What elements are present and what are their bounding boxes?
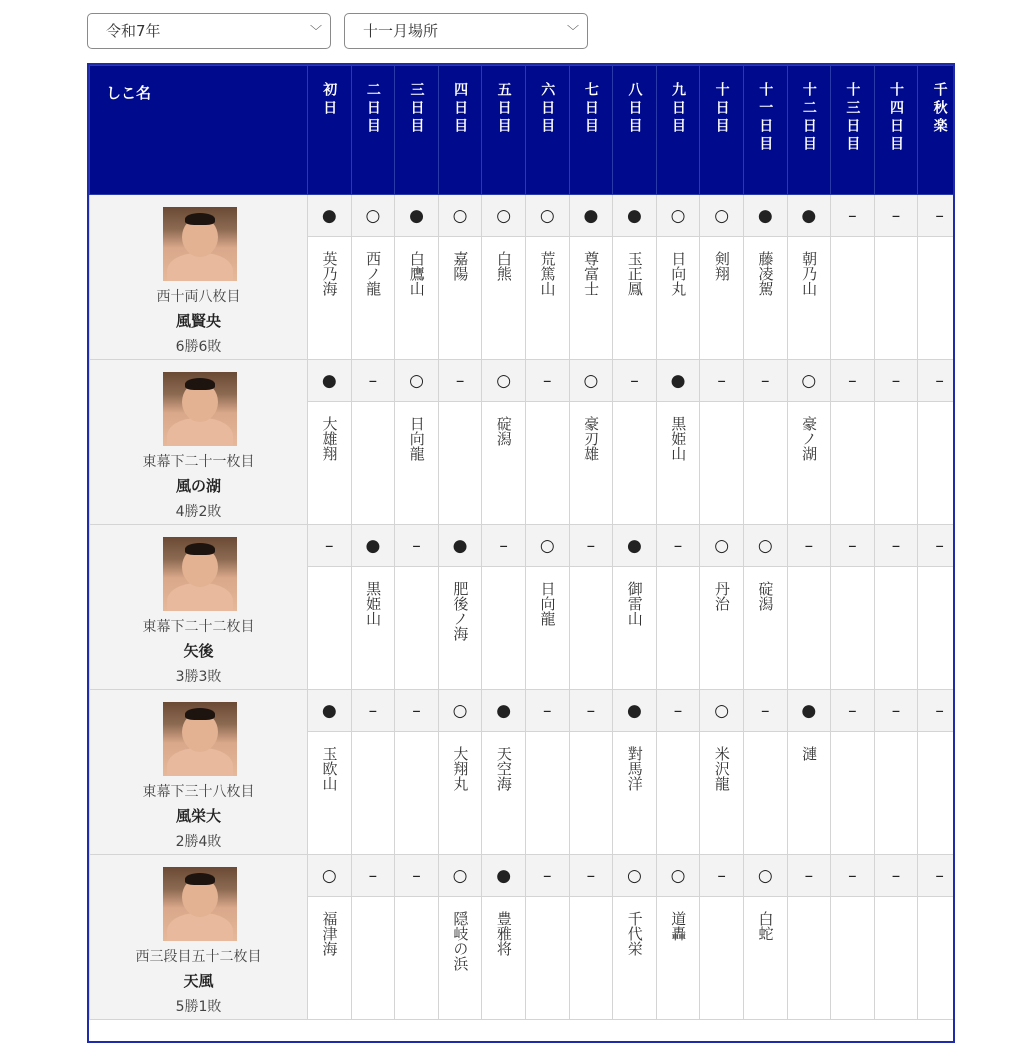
bout-result: ● (743, 195, 787, 237)
opponent-cell (438, 897, 482, 1020)
shikona-header: しこ名 (90, 66, 308, 195)
bout-result: – (918, 525, 955, 567)
bout-result: – (831, 195, 875, 237)
opponent-cell (874, 732, 918, 855)
photo-body (167, 418, 233, 446)
opponent-cell (918, 567, 955, 690)
rikishi-name[interactable]: 風栄大 (175, 807, 221, 825)
opponent-cell (787, 732, 831, 855)
bout-result: – (525, 855, 569, 897)
day-header (874, 66, 918, 195)
bout-result: – (351, 690, 395, 732)
photo-hair (185, 213, 215, 225)
opponent-name[interactable]: 玉欧山 (320, 746, 339, 791)
opponent-cell (700, 732, 744, 855)
opponent-cell (569, 237, 613, 360)
photo-body (167, 583, 233, 611)
opponent-cell (438, 402, 482, 525)
bout-result: ● (613, 690, 657, 732)
opponent-name[interactable]: 朝乃山 (800, 251, 819, 296)
opponent-cell (743, 897, 787, 1020)
rikishi-cell (90, 360, 308, 525)
bout-result: ○ (569, 360, 613, 402)
bout-result: ○ (656, 855, 700, 897)
opponent-cell (482, 897, 526, 1020)
opponent-cell (613, 567, 657, 690)
opponent-cell (787, 237, 831, 360)
bout-result: – (613, 360, 657, 402)
bout-result: ○ (787, 360, 831, 402)
bout-result: ● (613, 195, 657, 237)
day-header-label: 六日目 (539, 82, 556, 136)
day-header (569, 66, 613, 195)
opponent-cell (700, 897, 744, 1020)
bout-result: – (395, 525, 439, 567)
opponent-name[interactable]: 大雄翔 (320, 416, 339, 461)
bout-result: – (395, 855, 439, 897)
opponent-cell (743, 237, 787, 360)
rikishi-name[interactable]: 風賢央 (175, 312, 221, 330)
table-row (90, 525, 956, 567)
opponent-cell (395, 402, 439, 525)
bout-result: – (831, 690, 875, 732)
opponent-cell (569, 897, 613, 1020)
bout-result: ○ (743, 855, 787, 897)
photo-body (167, 748, 233, 776)
bout-result: ○ (438, 195, 482, 237)
bout-result: – (918, 360, 955, 402)
opponent-name[interactable]: 白蛇 (756, 911, 775, 941)
day-header (831, 66, 875, 195)
day-header-label: 十四日目 (888, 82, 905, 154)
bout-result: ○ (743, 525, 787, 567)
opponent-cell (308, 402, 352, 525)
opponent-cell (395, 567, 439, 690)
bout-result: – (918, 690, 955, 732)
opponent-name[interactable]: 玉正鳳 (625, 251, 644, 296)
opponent-cell (874, 402, 918, 525)
bout-result: – (482, 525, 526, 567)
rikishi-info (90, 525, 307, 689)
opponent-name[interactable]: 黒姫山 (364, 581, 383, 626)
opponent-name[interactable]: 白熊 (494, 251, 513, 281)
day-header-label: 十日目 (713, 82, 730, 136)
opponent-name[interactable]: 尊富士 (582, 251, 601, 296)
bout-result: ○ (656, 195, 700, 237)
photo-hair (185, 543, 215, 555)
bout-result: ● (482, 690, 526, 732)
results-table (89, 65, 955, 1020)
chevron-down-icon: ﹀ (566, 24, 579, 38)
rikishi-photo[interactable] (163, 537, 237, 611)
year-select[interactable] (87, 13, 331, 49)
day-header (700, 66, 744, 195)
opponent-name[interactable]: 豪刃雄 (582, 416, 601, 461)
opponent-cell (918, 897, 955, 1020)
opponent-cell (656, 732, 700, 855)
day-header (308, 66, 352, 195)
opponent-cell (482, 237, 526, 360)
bout-result: – (874, 195, 918, 237)
opponent-cell (569, 567, 613, 690)
bout-result: ○ (308, 855, 352, 897)
day-header-label: 五日目 (495, 82, 512, 136)
opponent-name[interactable]: 大翔丸 (451, 746, 470, 791)
bout-result: – (831, 855, 875, 897)
opponent-name[interactable]: 米沢龍 (712, 746, 731, 791)
opponent-cell (787, 402, 831, 525)
bout-result: – (874, 690, 918, 732)
opponent-cell (308, 897, 352, 1020)
bout-result: – (874, 360, 918, 402)
photo-hair (185, 378, 215, 390)
bout-result: – (308, 525, 352, 567)
opponent-cell (613, 237, 657, 360)
rikishi-photo[interactable] (163, 207, 237, 281)
rikishi-cell (90, 525, 308, 690)
opponent-name[interactable]: 英乃海 (320, 251, 339, 296)
table-row (90, 195, 956, 237)
results-table-container (87, 63, 955, 1043)
bout-result: – (395, 690, 439, 732)
opponent-cell (787, 897, 831, 1020)
opponent-name[interactable]: 隠岐の浜 (451, 911, 470, 971)
bout-result: – (569, 690, 613, 732)
opponent-cell (351, 897, 395, 1020)
rikishi-info (90, 855, 307, 1019)
rikishi-record: 2勝4敗 (175, 834, 222, 850)
opponent-cell (438, 567, 482, 690)
opponent-name[interactable]: 碇潟 (756, 581, 775, 611)
bout-result: ● (656, 360, 700, 402)
rikishi-cell (90, 195, 308, 360)
opponent-cell (308, 567, 352, 690)
bout-result: – (874, 525, 918, 567)
opponent-cell (700, 237, 744, 360)
day-header-label: 七日目 (582, 82, 599, 136)
bout-result: – (656, 525, 700, 567)
opponent-cell (525, 732, 569, 855)
bout-result: ● (787, 195, 831, 237)
rikishi-name[interactable]: 矢後 (183, 642, 214, 660)
opponent-cell (525, 237, 569, 360)
opponent-cell (438, 237, 482, 360)
opponent-cell (482, 402, 526, 525)
bout-result: – (787, 525, 831, 567)
photo-hair (185, 708, 215, 720)
rikishi-record: 3勝3敗 (175, 669, 222, 685)
opponent-cell (831, 237, 875, 360)
bout-result: ● (395, 195, 439, 237)
day-header (525, 66, 569, 195)
bout-result: – (700, 360, 744, 402)
bout-result: – (831, 360, 875, 402)
bout-result: – (351, 855, 395, 897)
rikishi-info (90, 690, 307, 854)
table-row (90, 855, 956, 897)
rikishi-record: 5勝1敗 (175, 999, 222, 1015)
opponent-cell (918, 402, 955, 525)
bout-result: ● (787, 690, 831, 732)
opponent-name[interactable]: 日向龍 (538, 581, 557, 626)
opponent-cell (351, 732, 395, 855)
opponent-cell (874, 567, 918, 690)
opponent-name[interactable]: 剣翔 (712, 251, 731, 281)
opponent-name[interactable]: 白鷹山 (407, 251, 426, 296)
bout-result: ○ (395, 360, 439, 402)
day-header (656, 66, 700, 195)
year-select-value: 令和7年 (106, 22, 161, 40)
opponent-cell (613, 897, 657, 1020)
opponent-cell (308, 732, 352, 855)
opponent-cell (482, 567, 526, 690)
day-header-label: 九日目 (670, 82, 687, 136)
opponent-name[interactable]: 對馬洋 (625, 746, 644, 791)
opponent-cell (482, 732, 526, 855)
bout-result: ○ (613, 855, 657, 897)
bout-result: – (700, 855, 744, 897)
bout-result: – (918, 855, 955, 897)
opponent-name[interactable]: 黒姫山 (669, 416, 688, 461)
bout-result: – (569, 525, 613, 567)
opponent-cell (525, 402, 569, 525)
rikishi-cell (90, 855, 308, 1020)
opponent-cell (395, 237, 439, 360)
opponent-cell (831, 567, 875, 690)
day-header-label: 十二日目 (800, 82, 817, 154)
bout-result: ○ (482, 195, 526, 237)
opponent-cell (831, 402, 875, 525)
opponent-name[interactable]: 藤凌駕 (756, 251, 775, 296)
bout-result: – (438, 360, 482, 402)
opponent-cell (918, 732, 955, 855)
opponent-cell (874, 237, 918, 360)
opponent-cell (438, 732, 482, 855)
opponent-name[interactable]: 豪ノ湖 (800, 416, 819, 461)
day-header (918, 66, 955, 195)
opponent-cell (743, 567, 787, 690)
opponent-name[interactable]: 日向丸 (669, 251, 688, 296)
opponent-cell (308, 237, 352, 360)
rikishi-rank: 東幕下三十八枚目 (142, 784, 255, 800)
opponent-cell (656, 897, 700, 1020)
bout-result: ● (308, 195, 352, 237)
opponent-cell (743, 732, 787, 855)
bout-result: – (787, 855, 831, 897)
opponent-cell (351, 567, 395, 690)
opponent-cell (656, 567, 700, 690)
opponent-cell (656, 402, 700, 525)
day-header-label: 四日目 (452, 82, 469, 136)
rikishi-photo[interactable] (163, 702, 237, 776)
rikishi-record: 6勝6敗 (175, 339, 222, 355)
bout-result: ○ (700, 195, 744, 237)
rikishi-info (90, 360, 307, 524)
bout-result: – (918, 195, 955, 237)
bout-result: ● (308, 360, 352, 402)
opponent-name[interactable]: 福津海 (320, 911, 339, 956)
day-header-label: 十三日目 (844, 82, 861, 154)
day-header (395, 66, 439, 195)
day-header (351, 66, 395, 195)
rikishi-rank: 西三段目五十二枚目 (135, 949, 262, 965)
opponent-cell (874, 897, 918, 1020)
bout-result: ○ (525, 195, 569, 237)
opponent-name[interactable]: 漣 (800, 746, 819, 761)
bout-result: ● (482, 855, 526, 897)
bout-result: ● (438, 525, 482, 567)
day-header-label: 八日目 (626, 82, 643, 136)
opponent-cell (787, 567, 831, 690)
day-header-label: 初日 (321, 82, 338, 118)
opponent-cell (395, 897, 439, 1020)
day-header (482, 66, 526, 195)
opponent-cell (351, 237, 395, 360)
rikishi-info (90, 195, 307, 359)
photo-body (167, 913, 233, 941)
bout-result: – (743, 690, 787, 732)
opponent-cell (743, 402, 787, 525)
bout-result: – (525, 360, 569, 402)
basho-select[interactable] (344, 13, 588, 49)
day-header (438, 66, 482, 195)
bout-result: ● (569, 195, 613, 237)
photo-hair (185, 873, 215, 885)
rikishi-photo[interactable] (163, 867, 237, 941)
opponent-name[interactable]: 西ノ龍 (364, 251, 383, 296)
rikishi-name[interactable]: 風の湖 (175, 477, 221, 495)
opponent-cell (351, 402, 395, 525)
results-body (90, 195, 956, 1020)
opponent-name[interactable]: 豊雅将 (494, 911, 513, 956)
opponent-cell (700, 402, 744, 525)
opponent-name[interactable]: 荒篤山 (538, 251, 557, 296)
bout-result: ○ (438, 690, 482, 732)
opponent-name[interactable]: 嘉陽 (451, 251, 470, 281)
opponent-cell (569, 732, 613, 855)
opponent-cell (613, 732, 657, 855)
bout-result: ● (308, 690, 352, 732)
bout-result: – (743, 360, 787, 402)
rikishi-rank: 東幕下二十二枚目 (142, 619, 255, 635)
opponent-cell (656, 237, 700, 360)
rikishi-name[interactable]: 天風 (183, 972, 214, 990)
basho-select-value: 十一月場所 (363, 22, 439, 40)
opponent-cell (569, 402, 613, 525)
opponent-name[interactable]: 千代栄 (625, 911, 644, 956)
bout-result: ○ (351, 195, 395, 237)
opponent-cell (831, 732, 875, 855)
header-row (90, 66, 956, 195)
bout-result: ○ (482, 360, 526, 402)
day-header-label: 二日目 (364, 82, 381, 136)
bout-result: – (831, 525, 875, 567)
opponent-name[interactable]: 丹治 (712, 581, 731, 611)
opponent-cell (918, 237, 955, 360)
opponent-cell (525, 567, 569, 690)
opponent-name[interactable]: 道轟 (669, 911, 688, 941)
opponent-cell (613, 402, 657, 525)
rikishi-record: 4勝2敗 (175, 504, 222, 520)
rikishi-cell (90, 690, 308, 855)
bout-result: – (656, 690, 700, 732)
opponent-cell (831, 897, 875, 1020)
opponent-cell (395, 732, 439, 855)
day-header (613, 66, 657, 195)
opponent-name[interactable]: 日向龍 (407, 416, 426, 461)
chevron-down-icon: ﹀ (309, 24, 322, 38)
bout-result: ○ (438, 855, 482, 897)
bout-result: ● (351, 525, 395, 567)
day-header-label: 三日目 (408, 82, 425, 136)
bout-result: – (525, 690, 569, 732)
table-row (90, 690, 956, 732)
bout-result: ○ (525, 525, 569, 567)
bout-result: ○ (700, 690, 744, 732)
day-header (743, 66, 787, 195)
table-row (90, 360, 956, 402)
bout-result: ○ (700, 525, 744, 567)
bout-result: – (874, 855, 918, 897)
rikishi-rank: 東幕下二十一枚目 (142, 454, 255, 470)
day-header-label: 千秋楽 (931, 82, 948, 136)
opponent-name[interactable]: 肥後ノ海 (451, 581, 470, 641)
opponent-cell (525, 897, 569, 1020)
photo-body (167, 253, 233, 281)
opponent-name[interactable]: 御雷山 (625, 581, 644, 626)
day-header (787, 66, 831, 195)
day-header-label: 十一日目 (757, 82, 774, 154)
opponent-cell (700, 567, 744, 690)
rikishi-photo[interactable] (163, 372, 237, 446)
rikishi-rank: 西十両八枚目 (156, 289, 241, 305)
opponent-name[interactable]: 碇潟 (494, 416, 513, 446)
bout-result: – (569, 855, 613, 897)
bout-result: ● (613, 525, 657, 567)
opponent-name[interactable]: 天空海 (494, 746, 513, 791)
bout-result: – (351, 360, 395, 402)
